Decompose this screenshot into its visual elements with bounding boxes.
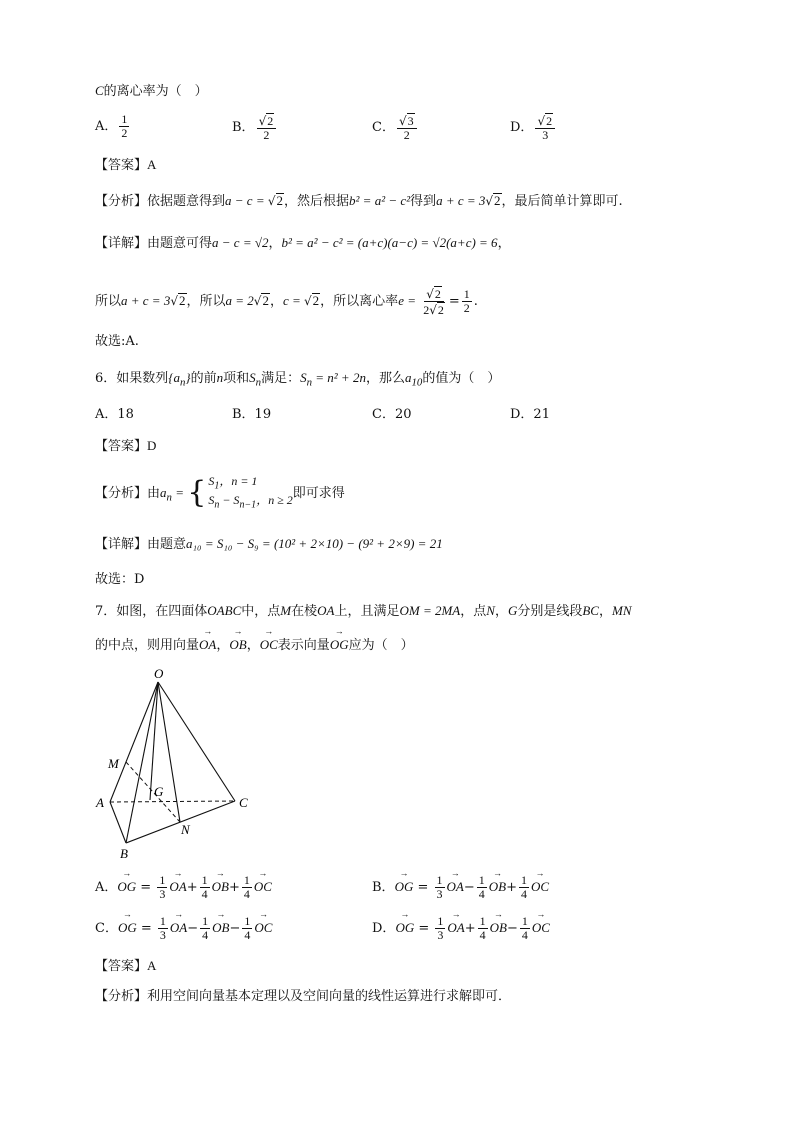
q5-answer: 【答案】A: [95, 157, 157, 173]
label-c: C: [239, 795, 248, 810]
label-n: N: [181, 822, 190, 837]
q5-option-b: B． $\frac{√2}{2}$: [232, 113, 278, 142]
q6-option-d: D．21: [510, 407, 550, 422]
q7-option-a: A．→ OG = $\frac{1}{3}$ → OA+ $\frac{1}{4}$ → OB+ $\frac{1}{4}$ → OC: [95, 874, 272, 901]
q5-stem: C的离心率为（ ）: [95, 83, 208, 99]
q6-option-c: C．20: [372, 407, 412, 422]
q5-detail: 【详解】由题意可得a − c = √2，b² = a² − c² = (a+c)(a−c) = √2(a+c) = 6，: [95, 235, 511, 251]
q7-option-b: B．→ OG = $\frac{1}{3}$ → OA− $\frac{1}{4}$ → OB+ $\frac{1}{4}$ → OC: [372, 874, 549, 901]
q5-detail-2: 所以a + c = 3√2，所以a = 2√2，c = √2，所以离心率e = $\frac{√2}{2√2}$ = $\frac{1}{2}$ .: [95, 287, 478, 317]
q5-conclusion: 故选:A.: [95, 334, 139, 349]
edge-ab: [110, 802, 126, 843]
label-g: G: [154, 784, 164, 799]
label-o: O: [154, 666, 164, 681]
q5-option-a: A． $\frac{1}{2}$: [95, 112, 128, 140]
q5-option-c: C． $\frac{√3}{2}$: [372, 113, 419, 142]
q6-analysis: 【分析】由$a_n$ = { $S_1$，n = 1 $S_n - S_{n-1}$，n ≥ 2 即可求得: [95, 474, 345, 511]
q6-detail: 【详解】由题意a₁₀ = S₁₀ − S₉ = (10² + 2×10) − (9² + 2×9) = 21: [95, 536, 443, 552]
q5-analysis: 【分析】依据题意得到a − c = √2，然后根据b² = a² − c²得到a + c = 3√2，最后简单计算即可.: [95, 193, 623, 209]
q6-option-a: A．18: [95, 407, 134, 422]
q7-analysis: 【分析】利用空间向量基本定理以及空间向量的线性运算进行求解即可．: [95, 989, 512, 1004]
q7-answer: 【答案】A: [95, 958, 157, 974]
var-c: C: [95, 83, 104, 98]
q7-stem-line2: 的中点，则用向量→ OA，→ OB，→ OC表示向量→ OG应为（ ）: [95, 636, 414, 655]
tetrahedron-figure: [90, 660, 270, 865]
label-m: M: [108, 756, 119, 771]
q6-conclusion: 故选：D: [95, 572, 145, 587]
q6-option-b: B．19: [232, 407, 272, 422]
edge-ac: [110, 801, 235, 802]
q7-option-d: D．→ OG = $\frac{1}{3}$ → OA+ $\frac{1}{4}$ → OB− $\frac{1}{4}$ → OC: [372, 915, 550, 942]
label-a: A: [96, 795, 104, 810]
edge-oc: [158, 682, 235, 801]
q6-answer: 【答案】D: [95, 438, 157, 454]
q7-stem-line1: 7．如图，在四面体OABC中，点M在棱OA上，且满足OM = 2MA，点N，G分别是线段BC，MN: [95, 603, 632, 619]
edge-ob: [126, 682, 158, 843]
q5-option-d: D． $\frac{√2}{3}$: [510, 113, 557, 142]
q6-stem: 6．如果数列$\{a_n\}$的前n项和$S_n$满足：$S_n = n^2 + 2n$，那么$a_{10}$的值为（ ）: [95, 370, 501, 389]
label-b: B: [120, 846, 128, 861]
q7-option-c: C．→ OG = $\frac{1}{3}$ → OA− $\frac{1}{4}$ → OB− $\frac{1}{4}$ → OC: [95, 915, 272, 942]
